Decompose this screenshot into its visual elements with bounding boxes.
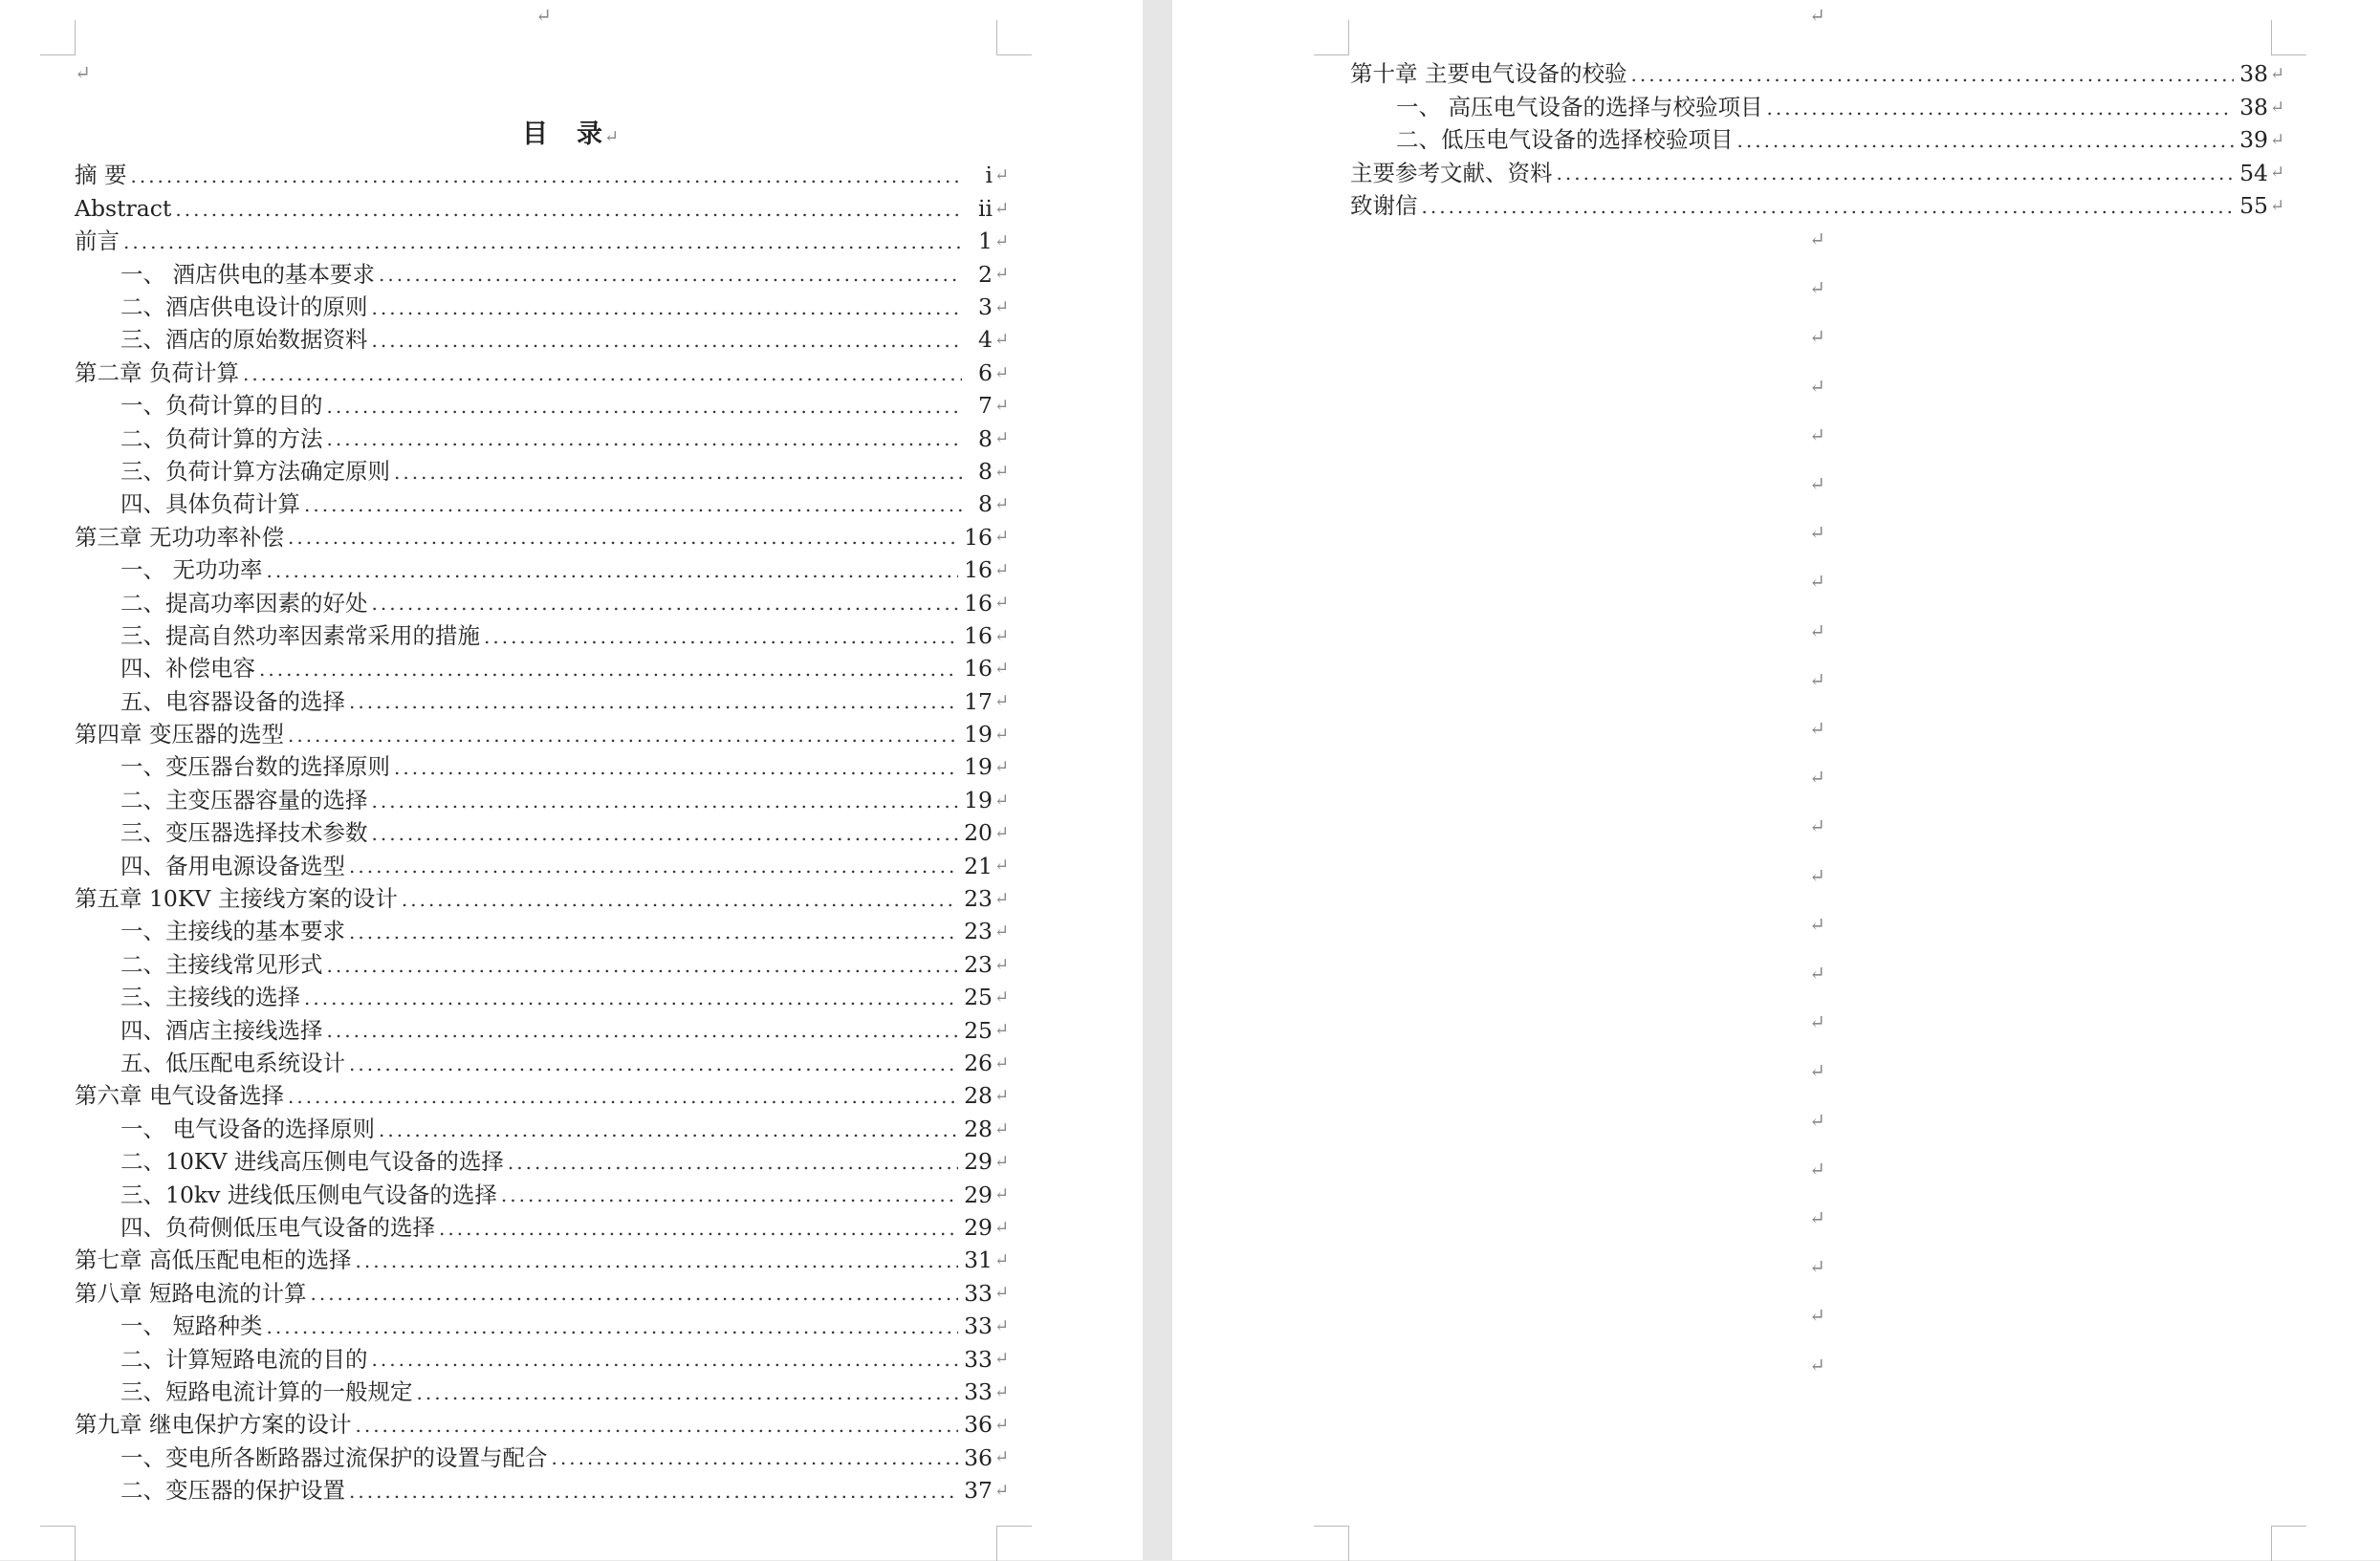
toc-entry-page-number: ii xyxy=(977,194,993,222)
paragraph-mark: ↵ xyxy=(994,1250,1010,1271)
toc-entry[interactable] xyxy=(75,1080,1014,1113)
paragraph-mark: ↵ xyxy=(994,1415,1010,1436)
paragraph-mark: ↵ xyxy=(1809,717,1825,740)
toc-entry-label: 三、提高自然功率因素常采用的措施 xyxy=(120,621,480,649)
toc-entry-label: 五、电容器设备的选择 xyxy=(120,687,345,715)
toc-entry[interactable] xyxy=(75,226,1014,258)
toc-entry-label: 二、计算短路电流的目的 xyxy=(120,1345,368,1373)
paragraph-mark: ↵ xyxy=(1809,1157,1825,1181)
toc-entry-label: 第五章 10KV 主接线方案的设计 xyxy=(75,885,398,913)
toc-entry[interactable] xyxy=(75,357,1014,389)
paragraph-mark: ↵ xyxy=(1809,814,1825,838)
paragraph-mark: ↵ xyxy=(1809,1206,1825,1229)
toc-entry[interactable] xyxy=(75,1113,1014,1145)
paragraph-mark: ↵ xyxy=(1809,423,1825,446)
toc-entry-label: 四、补偿电容 xyxy=(120,655,255,683)
crop-mark-bottom-left xyxy=(40,1526,76,1561)
toc-entry-label: 第二章 负荷计算 xyxy=(75,358,239,386)
toc-leader-dots xyxy=(372,594,959,613)
crop-mark-bottom-left xyxy=(1314,1526,1349,1561)
toc-entry[interactable] xyxy=(75,948,1014,981)
toc-entry-page-number: 37 xyxy=(964,1477,993,1505)
toc-entry-page-number: 2 xyxy=(978,260,993,288)
toc-entry-page-number: 16 xyxy=(964,589,993,617)
toc-entry[interactable] xyxy=(75,258,1014,291)
crop-mark-bottom-right xyxy=(2271,1526,2306,1561)
paragraph-mark: ↵ xyxy=(2270,64,2285,85)
toc-leader-dots xyxy=(349,856,958,876)
toc-leader-dots xyxy=(372,331,963,350)
toc-entry[interactable] xyxy=(75,160,1014,192)
toc-entry-page-number: 36 xyxy=(964,1443,993,1471)
paragraph-mark: ↵ xyxy=(994,921,1010,943)
toc-entry-label: 一、 无功功率 xyxy=(120,556,263,584)
toc-entry-page-number: 19 xyxy=(964,786,993,813)
toc-entry-label: 二、低压电气设备的选择校验项目 xyxy=(1396,126,1734,154)
toc-entry[interactable] xyxy=(75,1014,1014,1047)
toc-entry[interactable] xyxy=(1350,91,2289,123)
toc-entry-label: 三、负荷计算方法确定原则 xyxy=(120,457,390,485)
paragraph-mark: ↵ xyxy=(994,330,1010,351)
toc-entry-page-number: 16 xyxy=(964,621,993,649)
toc-entry[interactable] xyxy=(75,1311,1014,1343)
paragraph-mark: ↵ xyxy=(2270,195,2285,216)
toc-entry-label: 一、变电所各断路器过流保护的设置与配合 xyxy=(120,1443,548,1471)
toc-leader-dots xyxy=(394,758,958,777)
paragraph-mark: ↵ xyxy=(1809,325,1825,349)
toc-leader-dots xyxy=(130,166,962,185)
toc-entry-label: 四、负荷侧低压电气设备的选择 xyxy=(120,1213,435,1241)
toc-leader-dots xyxy=(355,1416,958,1435)
toc-entry-label: 二、主接线常见形式 xyxy=(120,950,323,978)
toc-leader-dots xyxy=(439,1219,958,1238)
paragraph-mark: ↵ xyxy=(994,1480,1010,1501)
paragraph-mark: ↵ xyxy=(2270,163,2285,184)
document-page-left[interactable] xyxy=(0,0,1143,1560)
toc-entry-label: 第四章 变压器的选型 xyxy=(75,721,284,748)
toc-leader-dots xyxy=(1630,65,2234,84)
paragraph-mark: ↵ xyxy=(1809,1059,1825,1083)
paragraph-mark: ↵ xyxy=(994,888,1010,909)
page-gap xyxy=(1143,0,1172,1560)
toc-entry-page-number: 33 xyxy=(964,1312,993,1340)
toc-title: 目 录↵ xyxy=(521,119,622,149)
toc-leader-dots xyxy=(372,1350,959,1369)
toc-entry[interactable] xyxy=(75,916,1014,948)
paragraph-mark: ↵ xyxy=(1809,1255,1825,1279)
toc-leader-dots xyxy=(379,265,962,284)
toc-entry[interactable] xyxy=(75,784,1014,816)
toc-entry-page-number: 19 xyxy=(964,721,993,748)
toc-entry-label: 一、 高压电气设备的选择与校验项目 xyxy=(1396,93,1763,120)
toc-list-right xyxy=(1350,58,2289,223)
paragraph-mark: ↵ xyxy=(1809,1010,1825,1034)
crop-mark-bottom-right xyxy=(996,1526,1032,1561)
toc-entry-page-number: 38 xyxy=(2239,60,2268,88)
toc-leader-dots xyxy=(484,627,958,646)
paragraph-mark: ↵ xyxy=(1809,667,1825,691)
toc-entry-label: 第九章 继电保护方案的设计 xyxy=(75,1411,352,1439)
paragraph-mark: ↵ xyxy=(994,230,1010,251)
toc-entry[interactable] xyxy=(75,850,1014,882)
paragraph-mark: ↵ xyxy=(994,1052,1010,1073)
crop-mark-top-left xyxy=(40,20,76,55)
paragraph-mark: ↵ xyxy=(994,593,1010,614)
toc-entry-label: 二、主变压器容量的选择 xyxy=(120,786,368,813)
toc-entry[interactable] xyxy=(1350,157,2289,189)
toc-entry-label: 四、备用电源设备选型 xyxy=(120,852,345,879)
toc-entry[interactable] xyxy=(75,1146,1014,1179)
toc-entry[interactable] xyxy=(75,587,1014,619)
toc-entry-page-number: 8 xyxy=(978,490,993,518)
toc-leader-dots xyxy=(355,1251,958,1270)
paragraph-mark: ↵ xyxy=(1809,618,1825,642)
toc-leader-dots xyxy=(310,1284,958,1303)
toc-entry-label: 一、变压器台数的选择原则 xyxy=(120,753,390,781)
paragraph-mark: ↵ xyxy=(994,659,1010,680)
toc-entry-page-number: 31 xyxy=(964,1247,993,1274)
toc-entry-page-number: 33 xyxy=(964,1345,993,1373)
paragraph-mark: ↵ xyxy=(1809,4,1825,27)
paragraph-mark: ↵ xyxy=(994,823,1010,843)
toc-entry[interactable] xyxy=(75,982,1014,1014)
paragraph-mark: ↵ xyxy=(994,724,1010,745)
toc-entry-label: 一、 短路种类 xyxy=(120,1312,263,1340)
toc-leader-dots xyxy=(349,922,958,942)
toc-entry-label: 主要参考文献、资料 xyxy=(1350,159,1553,186)
toc-entry[interactable] xyxy=(75,619,1014,652)
toc-leader-dots xyxy=(349,1054,958,1073)
toc-entry[interactable] xyxy=(1350,58,2289,91)
toc-entry[interactable] xyxy=(75,1475,1014,1507)
toc-entry-page-number: 19 xyxy=(964,753,993,781)
paragraph-mark: ↵ xyxy=(994,559,1010,580)
toc-entry-page-number: 33 xyxy=(964,1279,993,1307)
toc-entry-page-number: 29 xyxy=(964,1148,993,1176)
toc-leader-dots xyxy=(349,1482,958,1501)
toc-leader-dots xyxy=(508,1153,958,1172)
toc-entry-label: 二、提高功率因素的好处 xyxy=(120,589,368,617)
toc-leader-dots xyxy=(175,200,962,219)
toc-entry-page-number: 54 xyxy=(2239,159,2268,186)
paragraph-mark: ↵ xyxy=(1809,1353,1825,1377)
toc-leader-dots xyxy=(379,1120,958,1139)
toc-entry[interactable] xyxy=(75,324,1014,357)
paragraph-mark: ↵ xyxy=(994,790,1010,811)
paragraph-mark: ↵ xyxy=(994,1086,1010,1107)
toc-entry-page-number: 16 xyxy=(964,523,993,551)
toc-entry-page-number: 16 xyxy=(964,655,993,683)
toc-entry-label: 第六章 电气设备选择 xyxy=(75,1082,284,1110)
paragraph-mark: ↵ xyxy=(994,1020,1010,1041)
toc-entry-label: 摘 要 xyxy=(75,162,127,189)
toc-leader-dots xyxy=(327,397,963,416)
paragraph-mark: ↵ xyxy=(994,461,1010,482)
toc-leader-dots xyxy=(304,988,958,1008)
toc-entry-label: 二、变压器的保护设置 xyxy=(120,1477,345,1505)
toc-entry-label: 三、10kv 进线低压侧电气设备的选择 xyxy=(120,1181,497,1208)
toc-entry-page-number: 3 xyxy=(978,293,993,320)
toc-entry-page-number: 4 xyxy=(978,326,993,354)
toc-entry[interactable] xyxy=(75,1212,1014,1245)
toc-leader-dots xyxy=(288,528,958,547)
toc-entry[interactable] xyxy=(75,456,1014,488)
paragraph-mark: ↵ xyxy=(2270,97,2285,118)
toc-leader-dots xyxy=(552,1448,959,1467)
paragraph-mark: ↵ xyxy=(1809,521,1825,545)
toc-entry[interactable] xyxy=(75,192,1014,225)
toc-leader-dots xyxy=(394,463,962,482)
toc-entry-page-number: 26 xyxy=(964,1049,993,1076)
toc-entry-label: 第十章 主要电气设备的校验 xyxy=(1350,60,1627,88)
toc-leader-dots xyxy=(417,1383,959,1402)
toc-entry[interactable] xyxy=(75,1442,1014,1474)
toc-leader-dots xyxy=(1557,163,2235,183)
toc-leader-dots xyxy=(304,495,962,514)
toc-entry-page-number: 36 xyxy=(964,1411,993,1439)
paragraph-mark: ↵ xyxy=(994,198,1010,219)
toc-leader-dots xyxy=(327,1021,959,1040)
crop-mark-top-right xyxy=(2271,20,2306,55)
toc-entry-label: 前言 xyxy=(75,228,120,255)
paragraph-mark: ↵ xyxy=(1809,228,1825,250)
toc-entry[interactable] xyxy=(75,653,1014,685)
toc-entry[interactable] xyxy=(75,883,1014,916)
paragraph-mark: ↵ xyxy=(994,757,1010,778)
paragraph-mark: ↵ xyxy=(994,856,1010,877)
paragraph-mark: ↵ xyxy=(1809,276,1825,300)
toc-entry-label: 四、具体负荷计算 xyxy=(120,490,300,518)
toc-entry-page-number: 28 xyxy=(964,1082,993,1110)
toc-entry[interactable] xyxy=(75,554,1014,587)
paragraph-mark: ↵ xyxy=(994,428,1010,449)
toc-entry-page-number: 33 xyxy=(964,1377,993,1405)
toc-entry-label: 致谢信 xyxy=(1350,192,1418,219)
toc-entry-page-number: 6 xyxy=(978,358,993,386)
toc-entry-page-number: 28 xyxy=(964,1115,993,1142)
toc-leader-dots xyxy=(327,956,959,975)
paragraph-mark: ↵ xyxy=(994,691,1010,712)
crop-mark-top-left xyxy=(1314,20,1349,55)
toc-entry[interactable] xyxy=(75,685,1014,718)
paragraph-mark: ↵ xyxy=(994,395,1010,416)
toc-leader-dots xyxy=(266,561,958,580)
toc-entry-label: 第三章 无功功率补偿 xyxy=(75,523,284,551)
paragraph-mark: ↵ xyxy=(994,1184,1010,1205)
toc-entry[interactable] xyxy=(1350,190,2289,223)
toc-leader-dots xyxy=(349,692,958,711)
toc-leader-dots xyxy=(1766,98,2234,118)
paragraph-mark: ↵ xyxy=(2270,129,2285,150)
toc-entry-page-number: 39 xyxy=(2239,126,2268,154)
toc-entry-label: 三、主接线的选择 xyxy=(120,984,300,1011)
toc-entry[interactable] xyxy=(75,488,1014,521)
document-page-right[interactable] xyxy=(1172,0,2380,1560)
toc-entry-label: 一、主接线的基本要求 xyxy=(120,918,345,945)
toc-leader-dots xyxy=(372,824,959,843)
toc-entry[interactable] xyxy=(75,1179,1014,1211)
toc-leader-dots xyxy=(288,1087,958,1106)
paragraph-mark: ↵ xyxy=(994,954,1010,975)
toc-entry-label: 三、酒店的原始数据资料 xyxy=(120,326,368,354)
paragraph-mark: ↵ xyxy=(1809,570,1825,594)
toc-entry-page-number: 23 xyxy=(964,918,993,945)
toc-entry[interactable] xyxy=(75,751,1014,784)
toc-entry[interactable] xyxy=(75,1245,1014,1277)
paragraph-mark: ↵ xyxy=(1809,1108,1825,1132)
toc-leader-dots xyxy=(266,1317,958,1336)
toc-entry[interactable] xyxy=(75,1277,1014,1310)
toc-leader-dots xyxy=(123,232,962,251)
toc-entry-label: Abstract xyxy=(75,194,172,222)
toc-entry-page-number: 20 xyxy=(964,819,993,847)
toc-leader-dots xyxy=(243,364,962,383)
toc-entry[interactable] xyxy=(75,817,1014,850)
toc-entry-page-number: 25 xyxy=(964,1016,993,1044)
toc-leader-dots xyxy=(1737,131,2235,150)
toc-leader-dots xyxy=(1422,197,2235,216)
paragraph-mark: ↵ xyxy=(994,527,1010,548)
toc-leader-dots xyxy=(402,890,958,909)
paragraph-mark: ↵ xyxy=(994,264,1010,285)
paragraph-mark: ↵ xyxy=(994,1217,1010,1238)
toc-entry-page-number: 23 xyxy=(964,950,993,978)
paragraph-mark: ↵ xyxy=(1809,766,1825,790)
paragraph-mark: ↵ xyxy=(535,4,552,27)
toc-leader-dots xyxy=(501,1185,958,1204)
toc-entry-label: 三、变压器选择技术参数 xyxy=(120,819,368,847)
paragraph-mark: ↵ xyxy=(75,61,91,84)
toc-entry[interactable] xyxy=(75,1376,1014,1408)
paragraph-mark: ↵ xyxy=(994,1447,1010,1468)
toc-entry[interactable] xyxy=(75,1343,1014,1376)
toc-entry[interactable] xyxy=(75,521,1014,553)
toc-entry-page-number: 17 xyxy=(964,687,993,715)
toc-entry-page-number: 38 xyxy=(2239,93,2268,120)
toc-entry-label: 三、短路电流计算的一般规定 xyxy=(120,1377,413,1405)
toc-entry[interactable] xyxy=(75,1409,1014,1442)
toc-entry-page-number: 55 xyxy=(2239,192,2268,219)
paragraph-mark: ↵ xyxy=(1809,1304,1825,1328)
toc-entry-page-number: 23 xyxy=(964,885,993,913)
toc-leader-dots xyxy=(372,791,959,811)
paragraph-mark: ↵ xyxy=(994,1118,1010,1139)
toc-entry-page-number: 8 xyxy=(978,457,993,485)
paragraph-mark: ↵ xyxy=(1809,912,1825,936)
paragraph-mark: ↵ xyxy=(994,1315,1010,1336)
toc-entry[interactable] xyxy=(75,719,1014,751)
paragraph-mark: ↵ xyxy=(1809,472,1825,495)
toc-entry-page-number: 16 xyxy=(964,556,993,584)
crop-mark-top-right xyxy=(996,20,1032,55)
toc-entry[interactable] xyxy=(75,390,1014,423)
toc-entry-label: 一、 酒店供电的基本要求 xyxy=(120,260,375,288)
toc-leader-dots xyxy=(288,726,958,745)
toc-entry-label: 一、负荷计算的目的 xyxy=(120,392,323,420)
toc-entry-page-number: 1 xyxy=(978,228,993,255)
paragraph-mark: ↵ xyxy=(994,1349,1010,1370)
paragraph-mark: ↵ xyxy=(994,165,1010,186)
toc-leader-dots xyxy=(372,298,963,317)
toc-entry[interactable] xyxy=(75,292,1014,324)
toc-entry-label: 五、低压配电系统设计 xyxy=(120,1049,345,1076)
paragraph-mark: ↵ xyxy=(994,1381,1010,1402)
toc-entry-page-number: 29 xyxy=(964,1213,993,1241)
paragraph-mark: ↵ xyxy=(994,296,1010,317)
toc-entry-page-number: 21 xyxy=(964,852,993,879)
toc-entry-label: 二、负荷计算的方法 xyxy=(120,424,323,452)
toc-entry-label: 第七章 高低压配电柜的选择 xyxy=(75,1247,352,1274)
paragraph-mark: ↵ xyxy=(994,986,1010,1008)
toc-list-left xyxy=(75,160,1014,1507)
toc-entry-page-number: i xyxy=(985,162,993,189)
paragraph-mark: ↵ xyxy=(994,362,1010,383)
toc-entry-label: 第八章 短路电流的计算 xyxy=(75,1279,307,1307)
toc-entry-page-number: 29 xyxy=(964,1181,993,1208)
toc-leader-dots xyxy=(327,429,963,448)
toc-entry-label: 四、酒店主接线选择 xyxy=(120,1016,323,1044)
toc-entry[interactable] xyxy=(1350,124,2289,157)
paragraph-mark: ↵ xyxy=(994,1283,1010,1304)
paragraph-mark: ↵ xyxy=(994,625,1010,646)
toc-entry[interactable] xyxy=(75,423,1014,455)
paragraph-mark: ↵ xyxy=(1809,962,1825,985)
toc-entry-label: 二、酒店供电设计的原则 xyxy=(120,293,368,320)
toc-entry-page-number: 8 xyxy=(978,424,993,452)
toc-entry[interactable] xyxy=(75,1048,1014,1080)
paragraph-mark: ↵ xyxy=(994,494,1010,515)
paragraph-mark: ↵ xyxy=(1809,374,1825,398)
toc-entry-page-number: 7 xyxy=(978,392,993,420)
toc-entry-label: 一、 电气设备的选择原则 xyxy=(120,1115,375,1142)
paragraph-mark: ↵ xyxy=(994,1151,1010,1172)
toc-entry-label: 二、10KV 进线高压侧电气设备的选择 xyxy=(120,1148,504,1176)
paragraph-mark: ↵ xyxy=(1809,863,1825,887)
toc-entry-page-number: 25 xyxy=(964,984,993,1011)
toc-leader-dots xyxy=(259,660,958,679)
